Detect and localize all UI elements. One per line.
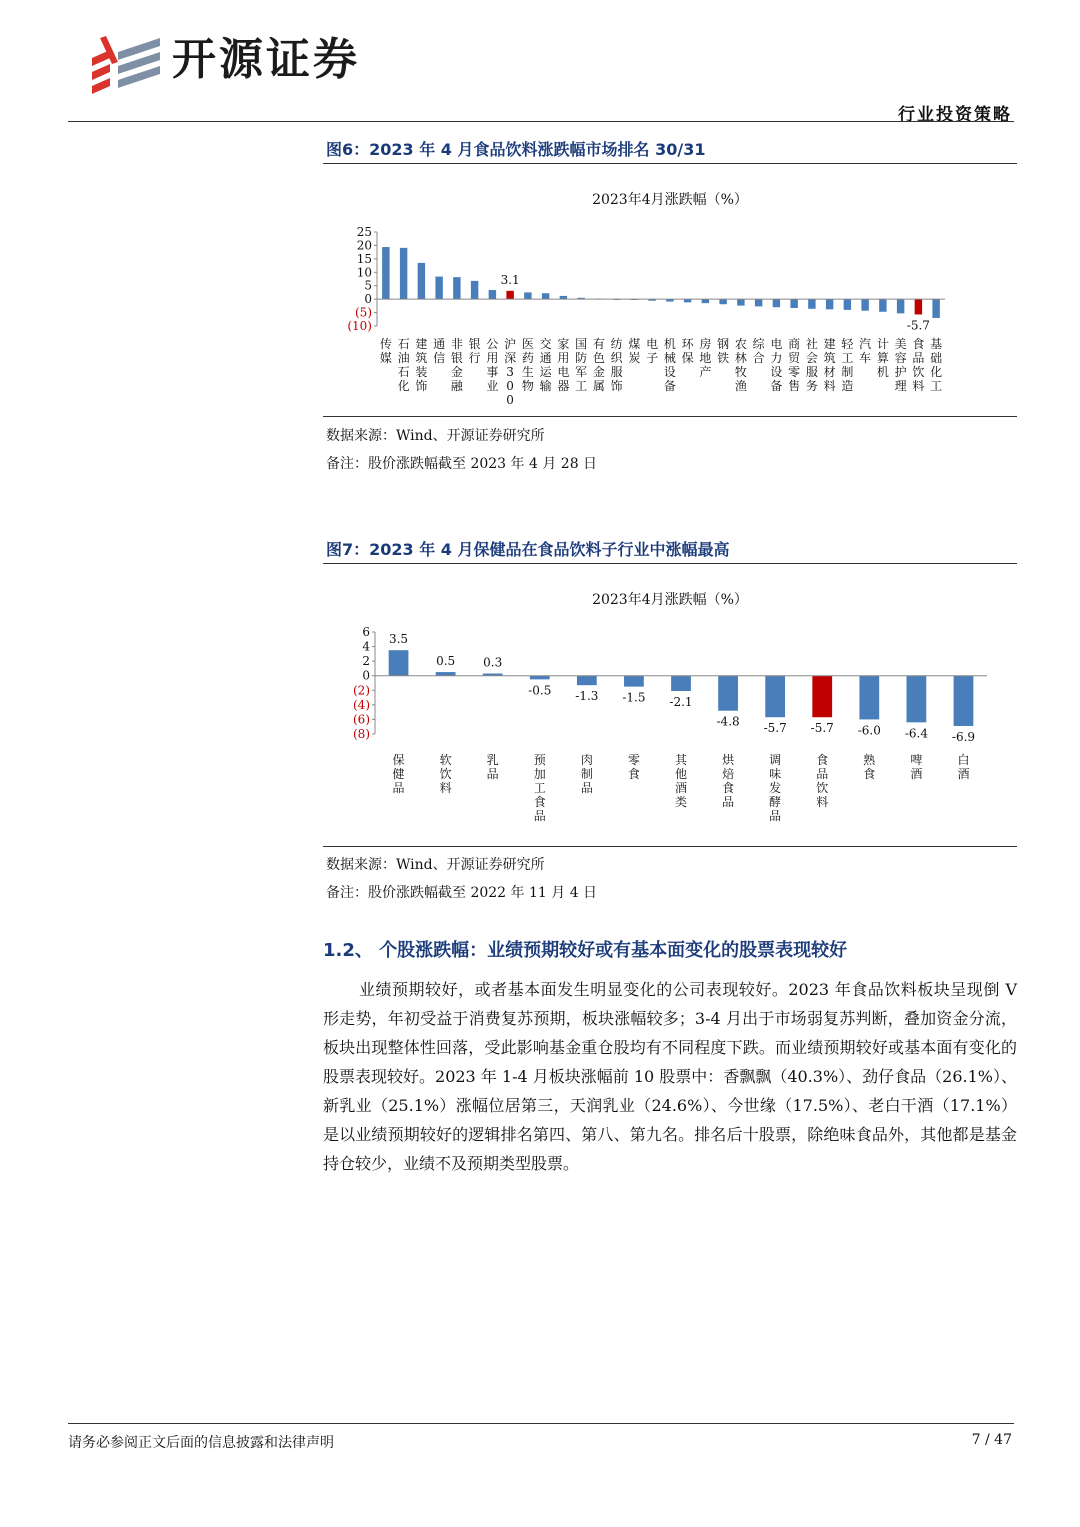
x-tick-label: 银行	[468, 337, 481, 365]
bar	[906, 676, 926, 723]
bar	[932, 299, 939, 318]
figure6-chart-title: 2023年4月涨跌幅（%）	[592, 192, 748, 208]
bar	[790, 299, 797, 308]
bar	[524, 292, 531, 299]
x-tick-label: 纺织服饰	[610, 337, 623, 393]
x-tick-label: 食品饮料	[912, 337, 925, 393]
y-tick-label: (6)	[353, 712, 370, 727]
data-label: -1.5	[622, 690, 646, 705]
figure6-note: 备注：股价涨跌幅截至 2023 年 4 月 28 日	[326, 456, 598, 472]
bar	[530, 676, 550, 680]
data-label: -2.1	[669, 695, 693, 710]
bar	[765, 676, 785, 718]
x-tick-label: 调味发酵品	[769, 753, 782, 823]
x-tick-label: 基础化工	[930, 337, 943, 393]
y-tick-label: 4	[362, 639, 370, 654]
figure7-bottom-rule	[323, 846, 1017, 847]
data-label: -6.9	[951, 729, 976, 744]
y-tick-label: 20	[356, 238, 372, 253]
bar	[861, 299, 868, 311]
y-tick-label: (10)	[347, 319, 372, 333]
y-tick-label: 25	[356, 225, 372, 239]
figure7-note: 备注：股价涨跌幅截至 2022 年 11 月 4 日	[326, 885, 598, 901]
x-tick-label: 肉制品	[580, 753, 593, 795]
y-tick-label: 2	[362, 654, 370, 669]
page-number: 7 / 47	[971, 1432, 1012, 1448]
doc-type-label: 行业投资策略	[898, 105, 1012, 125]
bar	[812, 676, 832, 718]
x-tick-label: 社会服务	[805, 337, 818, 393]
x-tick-label: 美容护理	[894, 337, 907, 393]
x-tick-label: 公用事业	[486, 337, 499, 393]
bar	[915, 299, 922, 314]
bar	[489, 290, 496, 299]
x-tick-label: 非银金融	[450, 337, 463, 393]
x-tick-label: 钢铁	[717, 337, 730, 365]
data-label: -4.8	[716, 714, 740, 729]
x-tick-label: 保健品	[392, 753, 405, 795]
x-tick-label: 通信	[433, 337, 446, 365]
data-label: 3.1	[500, 272, 520, 287]
bar	[719, 299, 726, 304]
bar	[389, 650, 409, 676]
bar	[453, 277, 460, 299]
bar	[435, 277, 442, 300]
bar	[436, 672, 456, 676]
y-tick-label: 0	[364, 292, 372, 307]
bar	[382, 247, 389, 299]
x-tick-label: 房地产	[699, 337, 712, 379]
x-tick-label: 沪深 3 0 0	[504, 337, 517, 405]
data-label: -6.4	[904, 726, 928, 741]
data-label: -5.7	[810, 721, 834, 736]
bar	[624, 676, 644, 687]
bar	[826, 299, 833, 309]
figure7-title: 图7：2023 年 4 月保健品在食品饮料子行业中涨幅最高	[326, 540, 730, 559]
x-tick-label: 轻工制造	[841, 337, 854, 393]
x-tick-label: 煤炭	[628, 337, 641, 365]
data-label: -1.3	[575, 689, 599, 704]
body-paragraph: 业绩预期较好，或者基本面发生明显变化的公司表现较好。2023 年食品饮料板块呈现倒 V 形走势，年初受益于消费复苏预期，板块涨幅较多；3-4 月出于市场弱复苏判断，叠加资金分流，板块出现整体性回落，受此影响基金重仓股均有不同程度下跌。而业绩预期较好或基本面有变化的股票表现较好。2023 年 1-4 月板块涨幅前 10 股票中：香飘飘（40.3%）、劲仔食品（26.1%）、新乳业（25.1%）涨幅位居第三，天润乳业（24.6%）、今世缘（17.5%）、老白干酒（17.1%）是以业绩预期较好的逻辑排名第四、第八、第九名。排名后十股票，除绝味食品外，其他都是基金持仓较少，业绩不及预期类型股票。	[323, 980, 1017, 1173]
bar	[755, 299, 762, 306]
data-label: -0.5	[528, 683, 552, 698]
footer-rule	[68, 1423, 1014, 1424]
y-tick-label: 15	[356, 251, 372, 266]
bar	[773, 299, 780, 307]
x-tick-label: 熟食	[863, 753, 876, 781]
figure6-title: 图6：2023 年 4 月食品饮料涨跌幅市场排名 30/31	[326, 140, 706, 159]
bar	[577, 676, 597, 685]
x-tick-label: 有色金属	[592, 337, 605, 393]
bar	[400, 248, 407, 299]
y-tick-label: 0	[362, 668, 370, 683]
x-tick-label: 预加工食品	[533, 753, 546, 823]
figure6-source: 数据来源：Wind、开源证券研究所	[326, 428, 545, 444]
x-tick-label: 啤酒	[910, 753, 923, 781]
bar	[859, 676, 879, 720]
x-tick-label: 其他酒类	[674, 753, 688, 809]
data-label: 3.5	[388, 632, 409, 647]
x-tick-label: 建筑材料	[823, 337, 836, 393]
bar	[671, 676, 691, 691]
x-tick-label: 环保	[681, 337, 694, 365]
x-tick-label: 汽车	[859, 337, 872, 365]
x-tick-label: 国防军工	[575, 337, 588, 393]
x-tick-label: 乳品	[486, 753, 499, 781]
y-tick-label: (5)	[355, 305, 372, 320]
x-tick-label: 农林牧渔	[734, 337, 747, 393]
bar	[897, 299, 904, 313]
x-tick-label: 机械设备	[663, 337, 676, 393]
bar	[542, 293, 549, 299]
data-label: -6.0	[857, 723, 881, 738]
header-rule	[68, 121, 1014, 122]
y-tick-label: (8)	[353, 727, 370, 741]
x-tick-label: 食品饮料	[816, 753, 829, 809]
logo-mark-icon	[88, 36, 164, 96]
x-tick-label: 医药生物	[521, 337, 534, 393]
x-tick-label: 电子	[646, 337, 659, 365]
bar	[718, 676, 738, 711]
x-tick-label: 传媒	[379, 337, 392, 365]
bar	[844, 299, 851, 310]
figure6-chart	[323, 220, 1017, 405]
bar	[702, 299, 709, 303]
footer-disclaimer: 请务必参阅正文后面的信息披露和法律声明	[68, 1435, 334, 1451]
bar	[471, 281, 478, 299]
figure6-title-rule	[323, 163, 1017, 164]
figure7-chart	[323, 620, 1017, 842]
y-tick-label: 6	[362, 625, 370, 639]
bar	[737, 299, 744, 305]
data-label: -5.7	[763, 721, 787, 736]
company-logo	[88, 36, 164, 96]
x-tick-label: 软饮料	[439, 753, 452, 795]
company-name: 开源证券	[172, 34, 360, 85]
x-tick-label: 商贸零售	[788, 337, 801, 393]
data-label: -5.7	[906, 318, 930, 333]
bar	[808, 299, 815, 309]
x-tick-label: 电力设备	[770, 337, 783, 393]
y-tick-label: (4)	[353, 697, 370, 712]
figure7-chart-title: 2023年4月涨跌幅（%）	[592, 592, 748, 608]
x-tick-label: 白酒	[957, 753, 970, 781]
bar	[879, 299, 886, 312]
y-tick-label: 10	[356, 265, 372, 280]
figure7-title-rule	[323, 563, 1017, 564]
x-tick-label: 综合	[752, 337, 765, 365]
x-tick-label: 家用电器	[557, 337, 570, 393]
bar	[954, 676, 974, 726]
data-label: 0.3	[483, 655, 503, 670]
data-label: 0.5	[436, 654, 456, 669]
x-tick-label: 建筑装饰	[415, 337, 428, 393]
x-tick-label: 交通运输	[539, 337, 552, 393]
y-tick-label: 5	[364, 278, 372, 293]
figure6-bottom-rule	[323, 416, 1017, 417]
y-tick-label: (2)	[353, 683, 370, 698]
x-tick-label: 零食	[627, 753, 640, 781]
bar	[418, 263, 425, 299]
figure7-source: 数据来源：Wind、开源证券研究所	[326, 857, 545, 873]
section-heading: 1.2、 个股涨跌幅：业绩预期较好或有基本面变化的股票表现较好	[323, 940, 848, 961]
x-tick-label: 烘焙食品	[722, 753, 735, 809]
bar	[506, 291, 513, 299]
x-tick-label: 计算机	[876, 337, 889, 379]
x-tick-label: 石油石化	[397, 337, 410, 393]
